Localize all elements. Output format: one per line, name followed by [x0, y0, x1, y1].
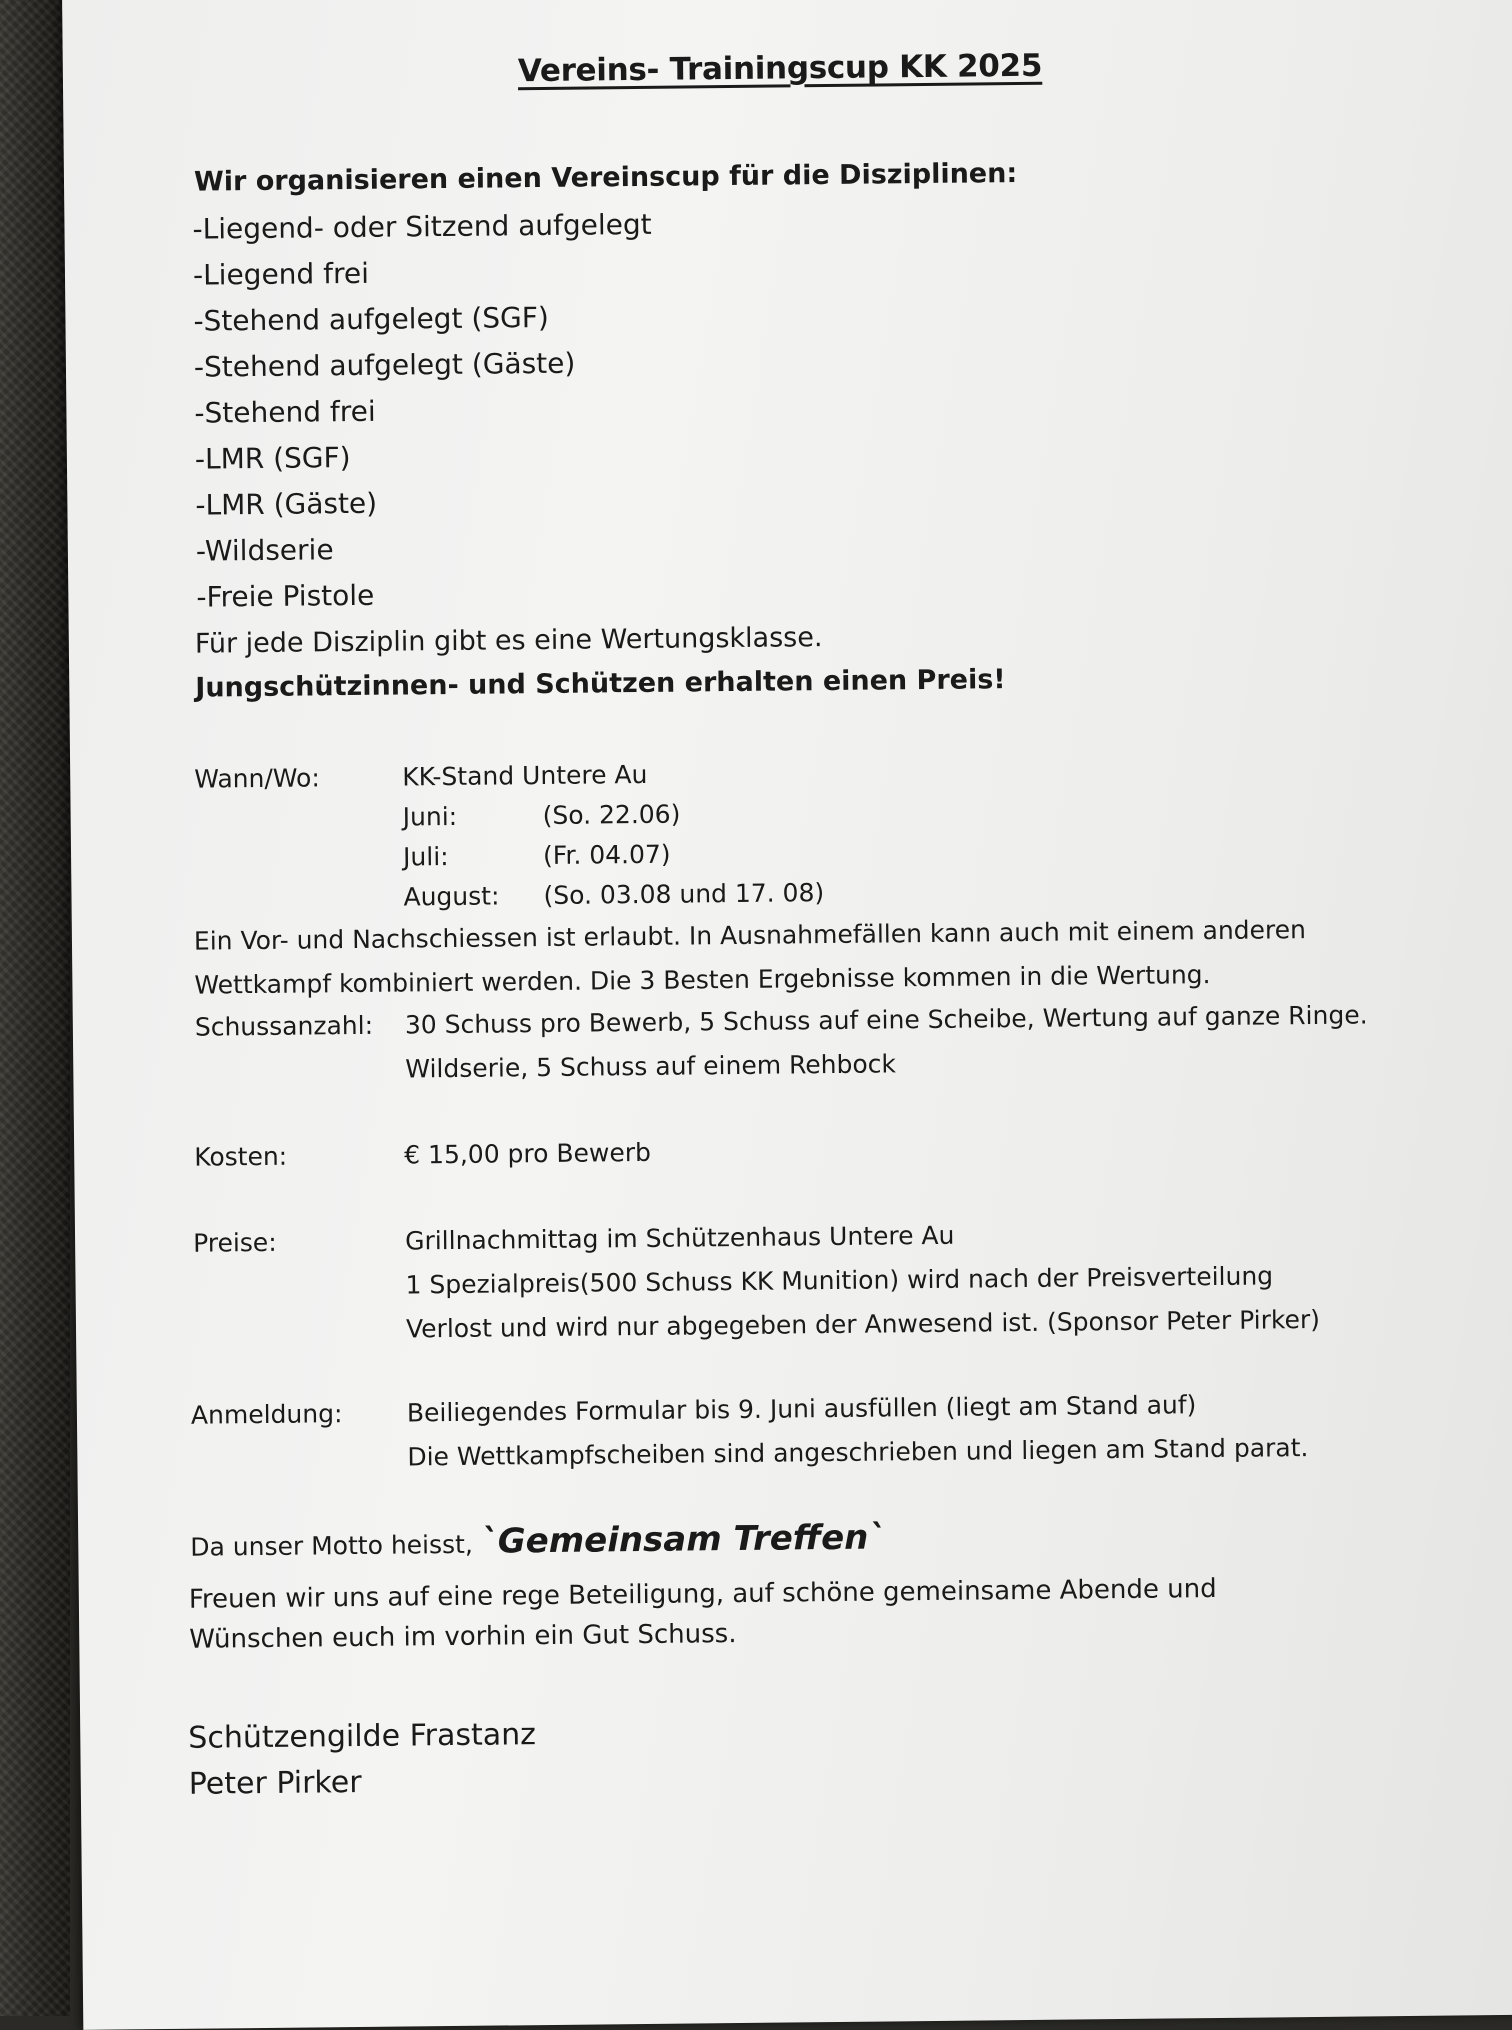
document-title: Vereins- Trainingscup KK 2025: [517, 47, 1043, 90]
registration-label: Anmeldung:: [190, 1399, 343, 1430]
date-value: (So. 03.08 und 17. 08): [543, 878, 825, 911]
signature-name: Peter Pirker: [188, 1764, 362, 1802]
document-page: [62, 0, 1512, 2030]
shot-count-section: [195, 1000, 1395, 1053]
discipline-item: -Stehend frei: [194, 394, 376, 430]
date-month: Juni:: [402, 801, 458, 832]
prize-line: Verlost und wird nur abgegeben der Anwesend ist. (Sponsor Peter Pirker): [405, 1304, 1321, 1344]
prize-line: Grillnachmittag im Schützenhaus Untere Au: [404, 1220, 955, 1256]
intro-heading: Wir organisieren einen Vereinscup für die Disziplinen:: [193, 158, 1018, 198]
cost-label: Kosten:: [194, 1141, 288, 1172]
when-where-label: Wann/Wo:: [194, 763, 320, 794]
signature-club: Schützengilde Frastanz: [188, 1717, 537, 1756]
prize-line: 1 Spezialpreis(500 Schuss KK Munition) wird nach der Preisverteilung: [405, 1261, 1274, 1300]
date-month: Juli:: [402, 841, 449, 872]
registration-section: [191, 1388, 1391, 1441]
shot-count-line: Wildserie, 5 Schuss auf einem Rehbock: [405, 1049, 897, 1084]
closing-line: Freuen wir uns auf eine rege Beteiligung, auf schöne gemeinsame Abende und: [188, 1573, 1217, 1615]
discipline-item: -Freie Pistole: [196, 578, 375, 614]
motto-prefix: Da unser Motto heisst,: [190, 1529, 473, 1562]
discipline-item: -Wildserie: [195, 533, 334, 568]
location-value: KK-Stand Untere Au: [402, 759, 648, 792]
pre-shoot-line: Ein Vor- und Nachschiessen ist erlaubt. In Ausnahmefällen kann auch mit einem anderen: [193, 915, 1307, 956]
registration-line: Die Wettkampfscheiben sind angeschrieben und liegen am Stand parat.: [407, 1433, 1309, 1472]
discipline-item: -Stehend aufgelegt (Gäste): [193, 346, 576, 384]
cost-section: [194, 1134, 994, 1182]
pre-shoot-line: Wettkampf kombiniert werden. Die 3 Besten Ergebnisse kommen in die Wertung.: [194, 960, 1211, 1000]
discipline-item: -Stehend aufgelegt (SGF): [193, 300, 549, 338]
motto-line: [190, 1517, 885, 1564]
leather-background: [0, 0, 70, 2016]
discipline-item: -Liegend- oder Sitzend aufgelegt: [192, 207, 652, 246]
cost-value: € 15,00 pro Bewerb: [404, 1137, 652, 1170]
prizes-label: Preise:: [192, 1227, 277, 1258]
youth-note: Jungschützinnen- und Schützen erhalten einen Preis!: [195, 664, 1006, 704]
class-note: Für jede Disziplin gibt es eine Wertungsklasse.: [194, 622, 823, 660]
closing-line: Wünschen euch im vorhin ein Gut Schuss.: [189, 1619, 737, 1655]
discipline-item: -Liegend frei: [192, 256, 370, 292]
discipline-list: [192, 202, 655, 621]
date-month: August:: [403, 881, 500, 912]
date-value: (Fr. 04.07): [542, 839, 671, 871]
shot-count-label: Schussanzahl:: [194, 1010, 374, 1042]
motto-text: `Gemeinsam Treffen`: [480, 1517, 886, 1562]
discipline-item: -LMR (Gäste): [195, 486, 378, 522]
date-value: (So. 22.06): [542, 799, 681, 831]
prizes-section: [193, 1216, 1393, 1269]
registration-line: Beiliegendes Formular bis 9. Juni ausfüllen (liegt am Stand auf): [406, 1390, 1197, 1428]
shot-count-line: 30 Schuss pro Bewerb, 5 Schuss auf eine Scheibe, Wertung auf ganze Ringe.: [404, 1000, 1368, 1040]
discipline-item: -LMR (SGF): [194, 441, 351, 476]
